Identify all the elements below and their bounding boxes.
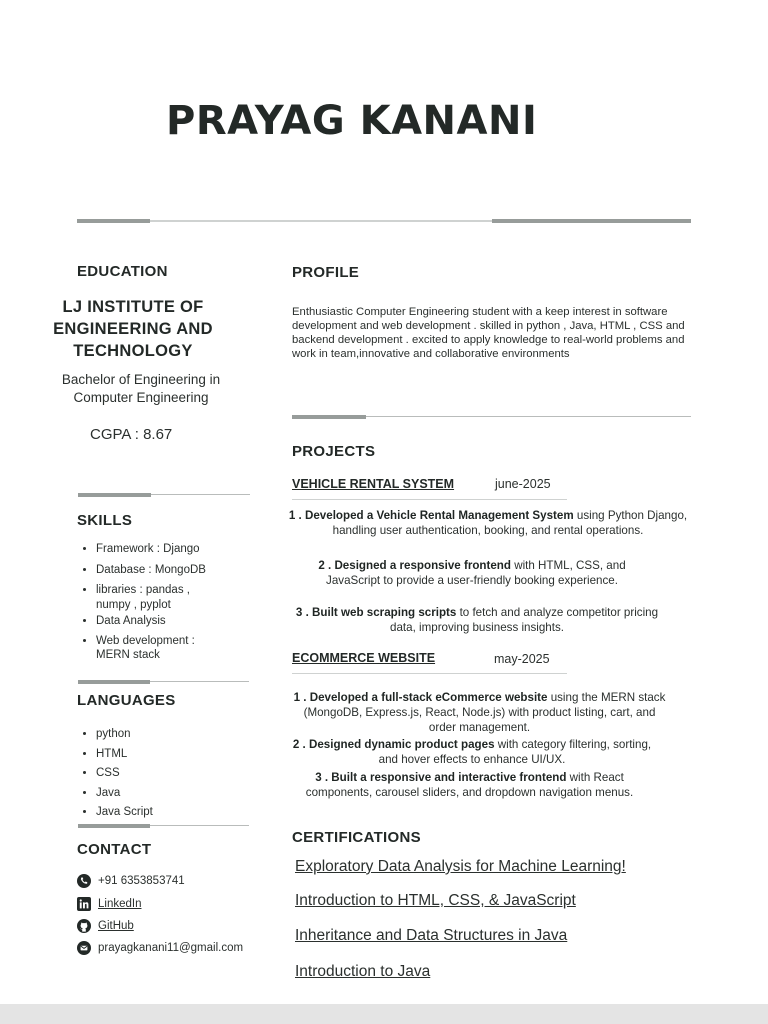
profile-text: Enthusiastic Computer Engineering student with a keep interest in software development and web development . skilled in python , Java, HTML , CSS and backend development . excited to apply knowledge to real-world problems and work in team,innovative and collaborative environments: [292, 306, 685, 360]
education-school-line: ENGINEERING AND: [53, 320, 213, 338]
skill-item: • Web development : MERN stack: [96, 634, 211, 663]
education-degree-line: Bachelor of Engineering in: [61, 372, 221, 387]
project-point-text: with HTML, CSS, and JavaScript to provide a user-friendly booking experience.: [326, 559, 626, 587]
candidate-name: PRAYAG KANANI: [166, 98, 538, 144]
project-point-text: with React components, carousel sliders, and dropdown navigation menus.: [305, 771, 634, 799]
phone-number: +91 6353853741: [98, 875, 185, 887]
skills-list: [78, 542, 236, 663]
contact-linkedin[interactable]: [77, 896, 141, 912]
education-heading: EDUCATION: [77, 263, 168, 280]
project-point-lead: 3 . Built a responsive and interactive frontend: [315, 771, 567, 784]
certification-link[interactable]: Inheritance and Data Structures in Java: [295, 927, 568, 944]
profile-heading: PROFILE: [292, 264, 360, 281]
project-point: [292, 737, 652, 767]
profile-divider: [292, 416, 691, 417]
project-point-text: to fetch and analyze competitor pricing data, improving business insights.: [390, 606, 659, 634]
project-date: june-2025: [495, 477, 551, 491]
contact-divider: [78, 825, 249, 826]
profile-divider-accent: [292, 415, 366, 419]
skill-item: • libraries : pandas , numpy , pyplot: [96, 583, 208, 612]
certification-link[interactable]: Introduction to Java: [295, 963, 431, 980]
project-point-lead: 2 . Designed a responsive frontend: [318, 559, 511, 572]
project-divider: [292, 673, 567, 674]
education-degree: [40, 371, 242, 406]
contact-heading: CONTACT: [77, 841, 152, 858]
project-point: [292, 770, 647, 800]
contact-divider-accent: [78, 824, 150, 828]
languages-divider: [78, 681, 249, 682]
skill-item: • Database : MongoDB: [96, 563, 236, 578]
education-school: [40, 296, 226, 362]
project-date: may-2025: [494, 652, 550, 666]
language-item: • Java Script: [96, 803, 236, 823]
certification-link[interactable]: Exploratory Data Analysis for Machine Learning!: [295, 858, 626, 875]
project-point-text: with category filtering, sorting, and hover effects to enhance UI/UX.: [378, 738, 652, 766]
language-item: • Java: [96, 784, 236, 804]
language-item: • CSS: [96, 764, 236, 784]
page-footer-bar: [0, 1004, 768, 1024]
email-icon: [77, 941, 91, 955]
education-degree-line: Computer Engineering: [73, 389, 209, 405]
skills-divider-accent: [78, 493, 151, 497]
language-item: • HTML: [96, 745, 236, 765]
email-address[interactable]: prayagkanani11@gmail.com: [98, 942, 244, 954]
header-divider: [77, 220, 691, 222]
linkedin-link[interactable]: LinkedIn: [98, 898, 142, 910]
project-point-text: using Python Django, handling user authentication, booking, and rental operations.: [332, 509, 688, 537]
language-item: • python: [96, 725, 236, 745]
project-point-lead: 3 . Built web scraping scripts: [295, 606, 457, 619]
project-title: ECOMMERCE WEBSITE: [292, 651, 436, 665]
skill-item: • Framework : Django: [96, 542, 236, 557]
project-point: [292, 690, 667, 735]
project-point: [288, 508, 688, 538]
project-point-lead: 1 . Developed a Vehicle Rental Management System: [288, 509, 574, 522]
contact-email[interactable]: [77, 940, 243, 956]
languages-divider-accent: [78, 680, 150, 684]
education-school-line: LJ INSTITUTE OF: [62, 298, 204, 316]
project-point-lead: 2 . Designed dynamic product pages: [292, 738, 495, 751]
skills-heading: SKILLS: [77, 512, 133, 529]
project-point: [292, 605, 662, 635]
skills-divider: [78, 494, 250, 495]
header-divider-accent-right: [492, 219, 691, 223]
header-divider-accent-left: [77, 219, 150, 223]
project-divider: [292, 499, 567, 500]
contact-phone: [77, 873, 185, 889]
languages-list: [78, 725, 236, 823]
projects-heading: PROJECTS: [292, 443, 376, 460]
linkedin-icon: [77, 897, 91, 911]
certification-link[interactable]: Introduction to HTML, CSS, & JavaScript: [295, 892, 576, 909]
education-school-line: TECHNOLOGY: [73, 342, 193, 360]
github-icon: [77, 919, 91, 933]
project-point-text: using the MERN stack (MongoDB, Express.js, React, Node.js) with product listing, cart, and order management.: [303, 691, 666, 734]
skill-item: • Data Analysis: [96, 614, 236, 629]
project-point: [292, 558, 652, 588]
languages-heading: LANGUAGES: [77, 692, 176, 709]
github-link[interactable]: GitHub: [98, 920, 134, 932]
education-cgpa: CGPA : 8.67: [90, 426, 173, 443]
project-point-lead: 1 . Developed a full-stack eCommerce website: [293, 691, 548, 704]
phone-icon: [77, 874, 91, 888]
contact-github[interactable]: [77, 918, 134, 934]
project-title: VEHICLE RENTAL SYSTEM: [292, 477, 455, 491]
certifications-heading: CERTIFICATIONS: [292, 829, 421, 846]
